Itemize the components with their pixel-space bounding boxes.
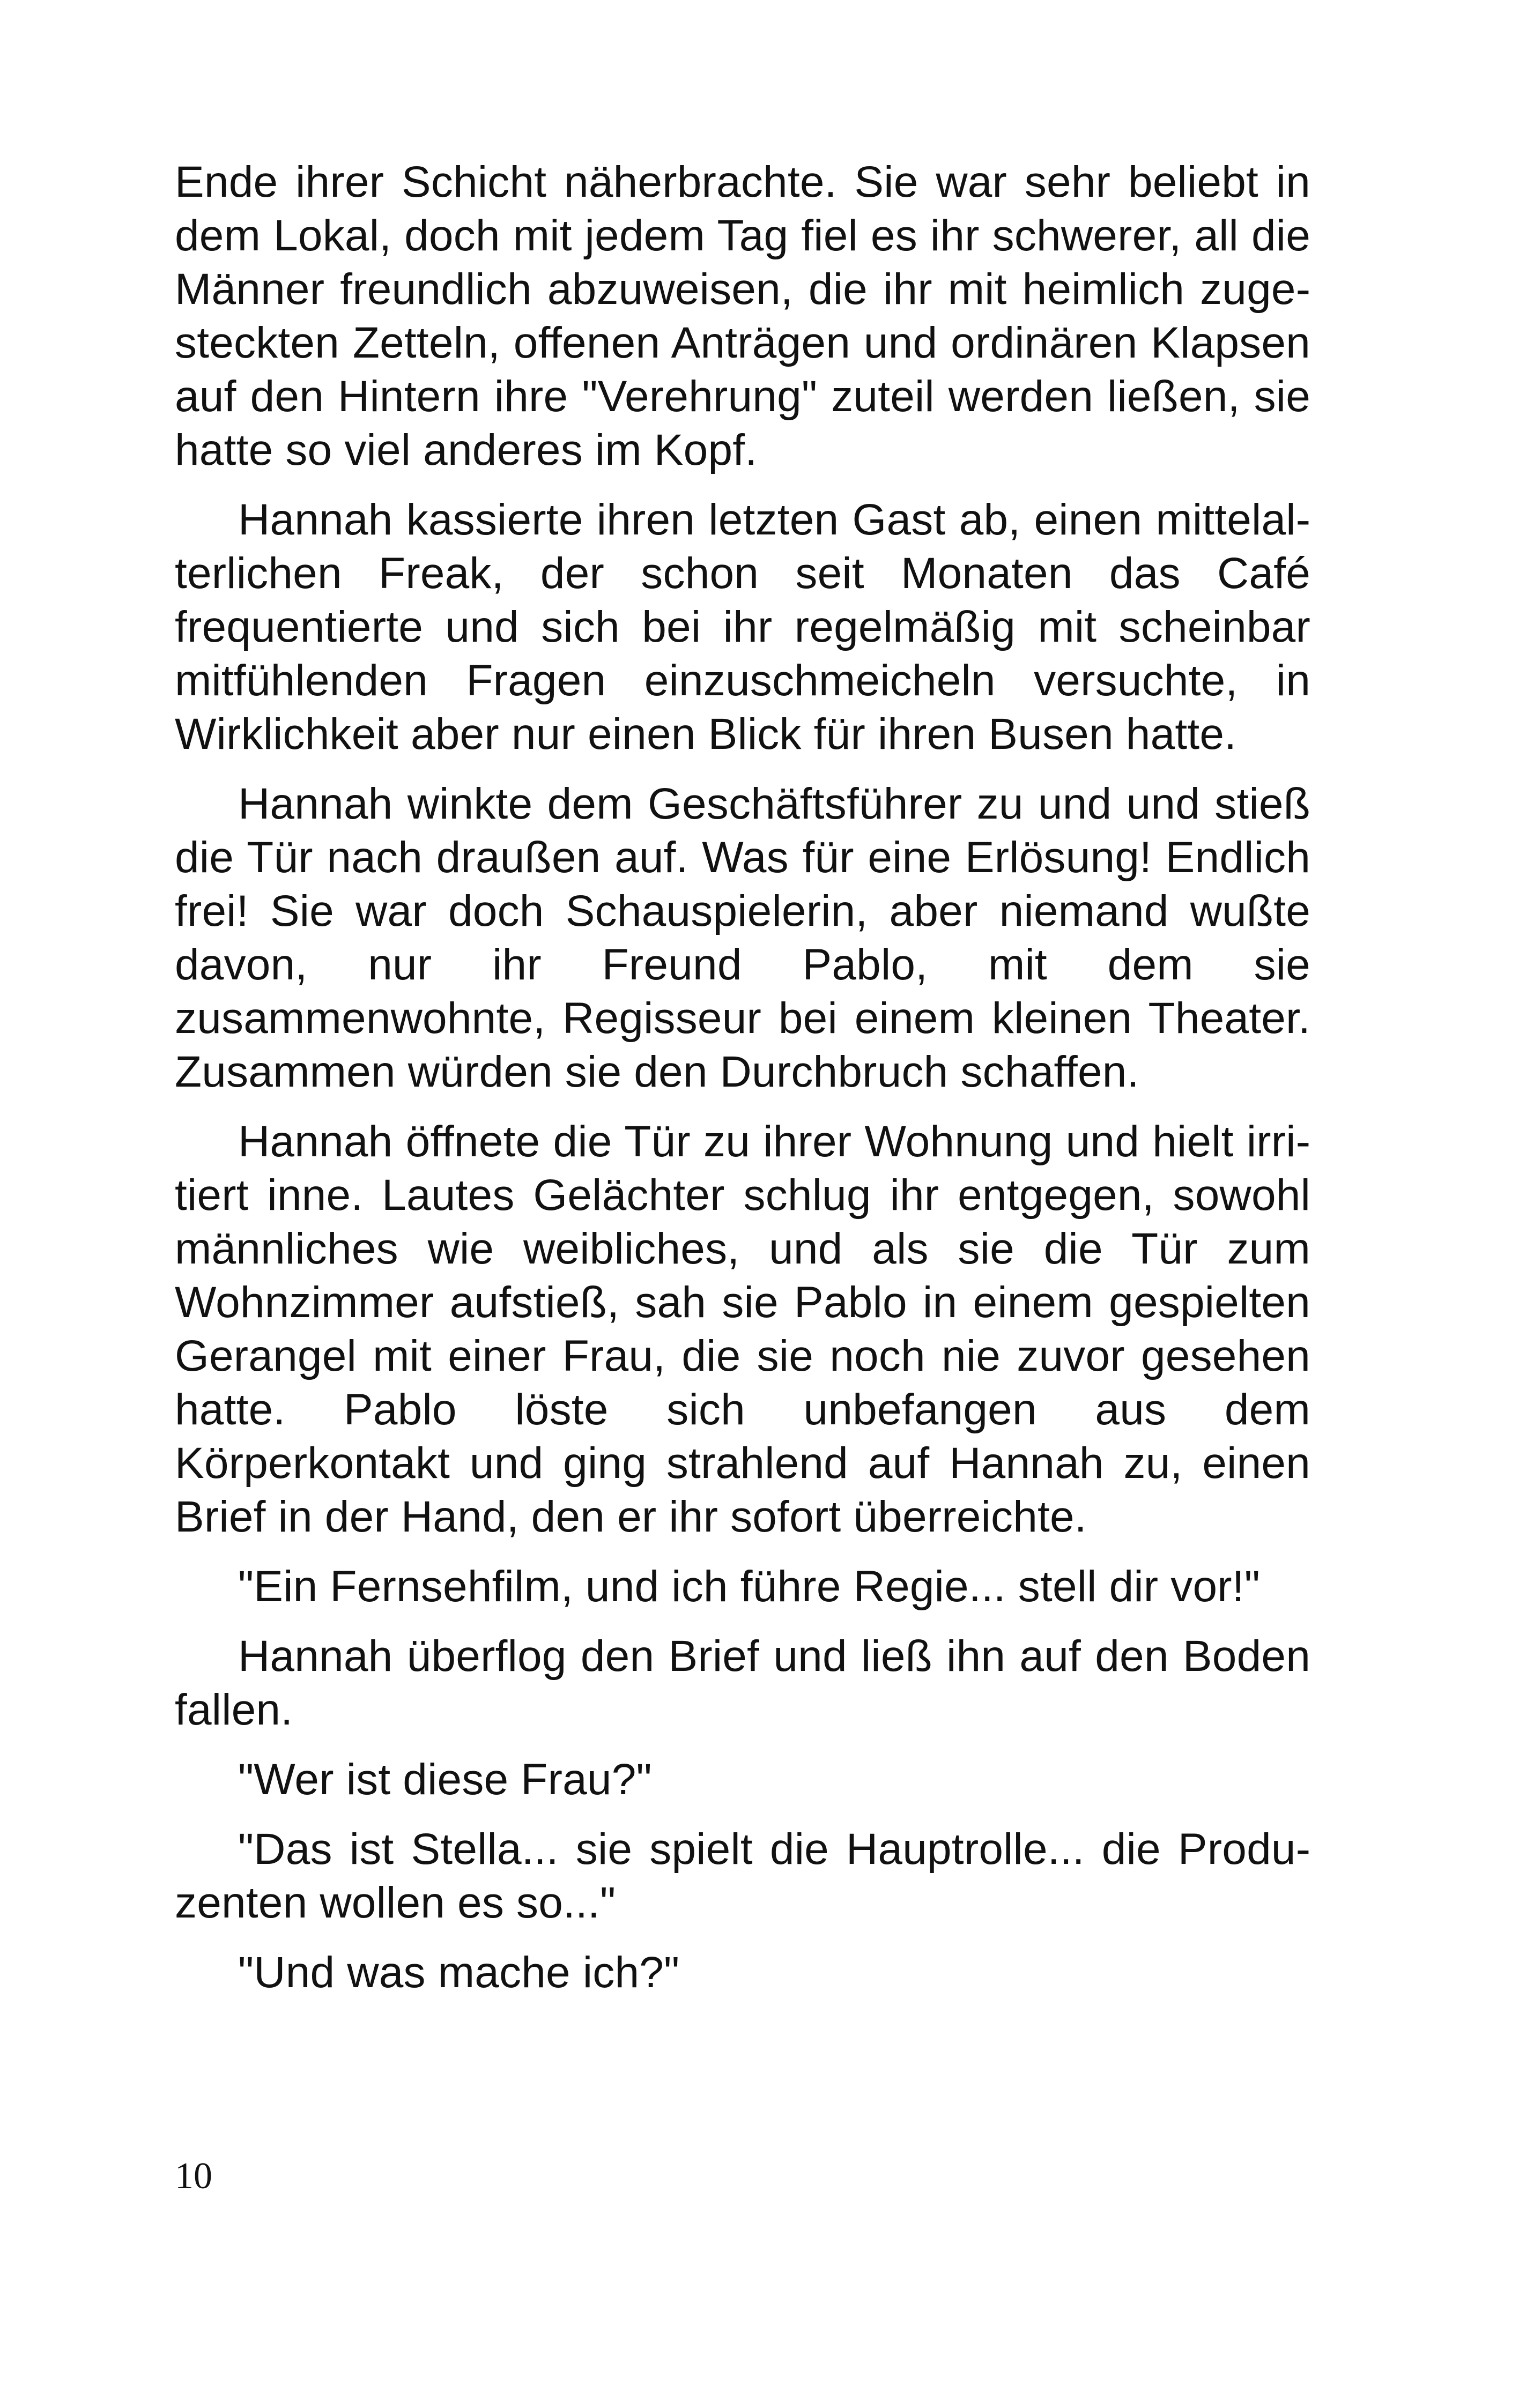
page-number: 10	[175, 2156, 212, 2197]
paragraph-3: Hannah winkte dem Geschäftsführer zu und und stieß die Tür nach draußen auf. Was für eine Erlösung! Endlich frei! Sie war doch Schauspielerin, aber niemand wußte davon, nur ihr Freund Pablo, mit dem sie zusammenwohnte, Regisseur bei einem kleinen Theater. Zusammen würden sie den Durchbruch schaffen.	[175, 779, 1310, 1096]
dialogue-line-4: "Und was mache ich?"	[238, 1948, 680, 1997]
dialogue-line-2: "Wer ist diese Frau?"	[238, 1755, 652, 1804]
dialogue-line-1: "Ein Fernsehfilm, und ich führe Regie... stell dir vor!"	[238, 1562, 1261, 1611]
body-text	[175, 155, 1310, 2016]
paragraph-4: Hannah öffnete die Tür zu ihrer Wohnung und hielt irritiert inne. Lautes Gelächter schlug ihr entgegen, sowohl männliches wie weibliches, und als sie die Tür zum Wohnzimmer aufstieß, sah sie Pablo in einem gespielten Gerangel mit einer Frau, die sie noch nie zuvor gesehen hatte. Pablo löste sich unbefangen aus dem Körperkontakt und ging strahlend auf Hannah zu, einen Brief in der Hand, den er ihr sofort überreichte.	[175, 1117, 1310, 1541]
paragraph-1: Ende ihrer Schicht näherbrachte. Sie war sehr beliebt in dem Lokal, doch mit jedem Tag fiel es ihr schwerer, all die Männer freundlich abzuweisen, die ihr mit heimlich zugesteckten Zetteln, offenen Anträgen und ordinären Klapsen auf den Hintern ihre "Verehrung" zuteil werden ließen, sie hatte so viel anderes im Kopf.	[175, 158, 1310, 474]
dialogue-line-3: "Das ist Stella... sie spielt die Hauptrolle... die Produzenten wollen es so..."	[175, 1825, 1310, 1927]
paragraph-5: Hannah überflog den Brief und ließ ihn auf den Boden fallen.	[175, 1632, 1310, 1734]
paragraph-2: Hannah kassierte ihren letzten Gast ab, einen mittelalterlichen Freak, der schon seit Monaten das Café frequentierte und sich bei ihr regelmäßig mit scheinbar mitfühlenden Fragen einzuschmeicheln versuchte, in Wirklichkeit aber nur einen Blick für ihren Busen hatte.	[175, 495, 1310, 759]
